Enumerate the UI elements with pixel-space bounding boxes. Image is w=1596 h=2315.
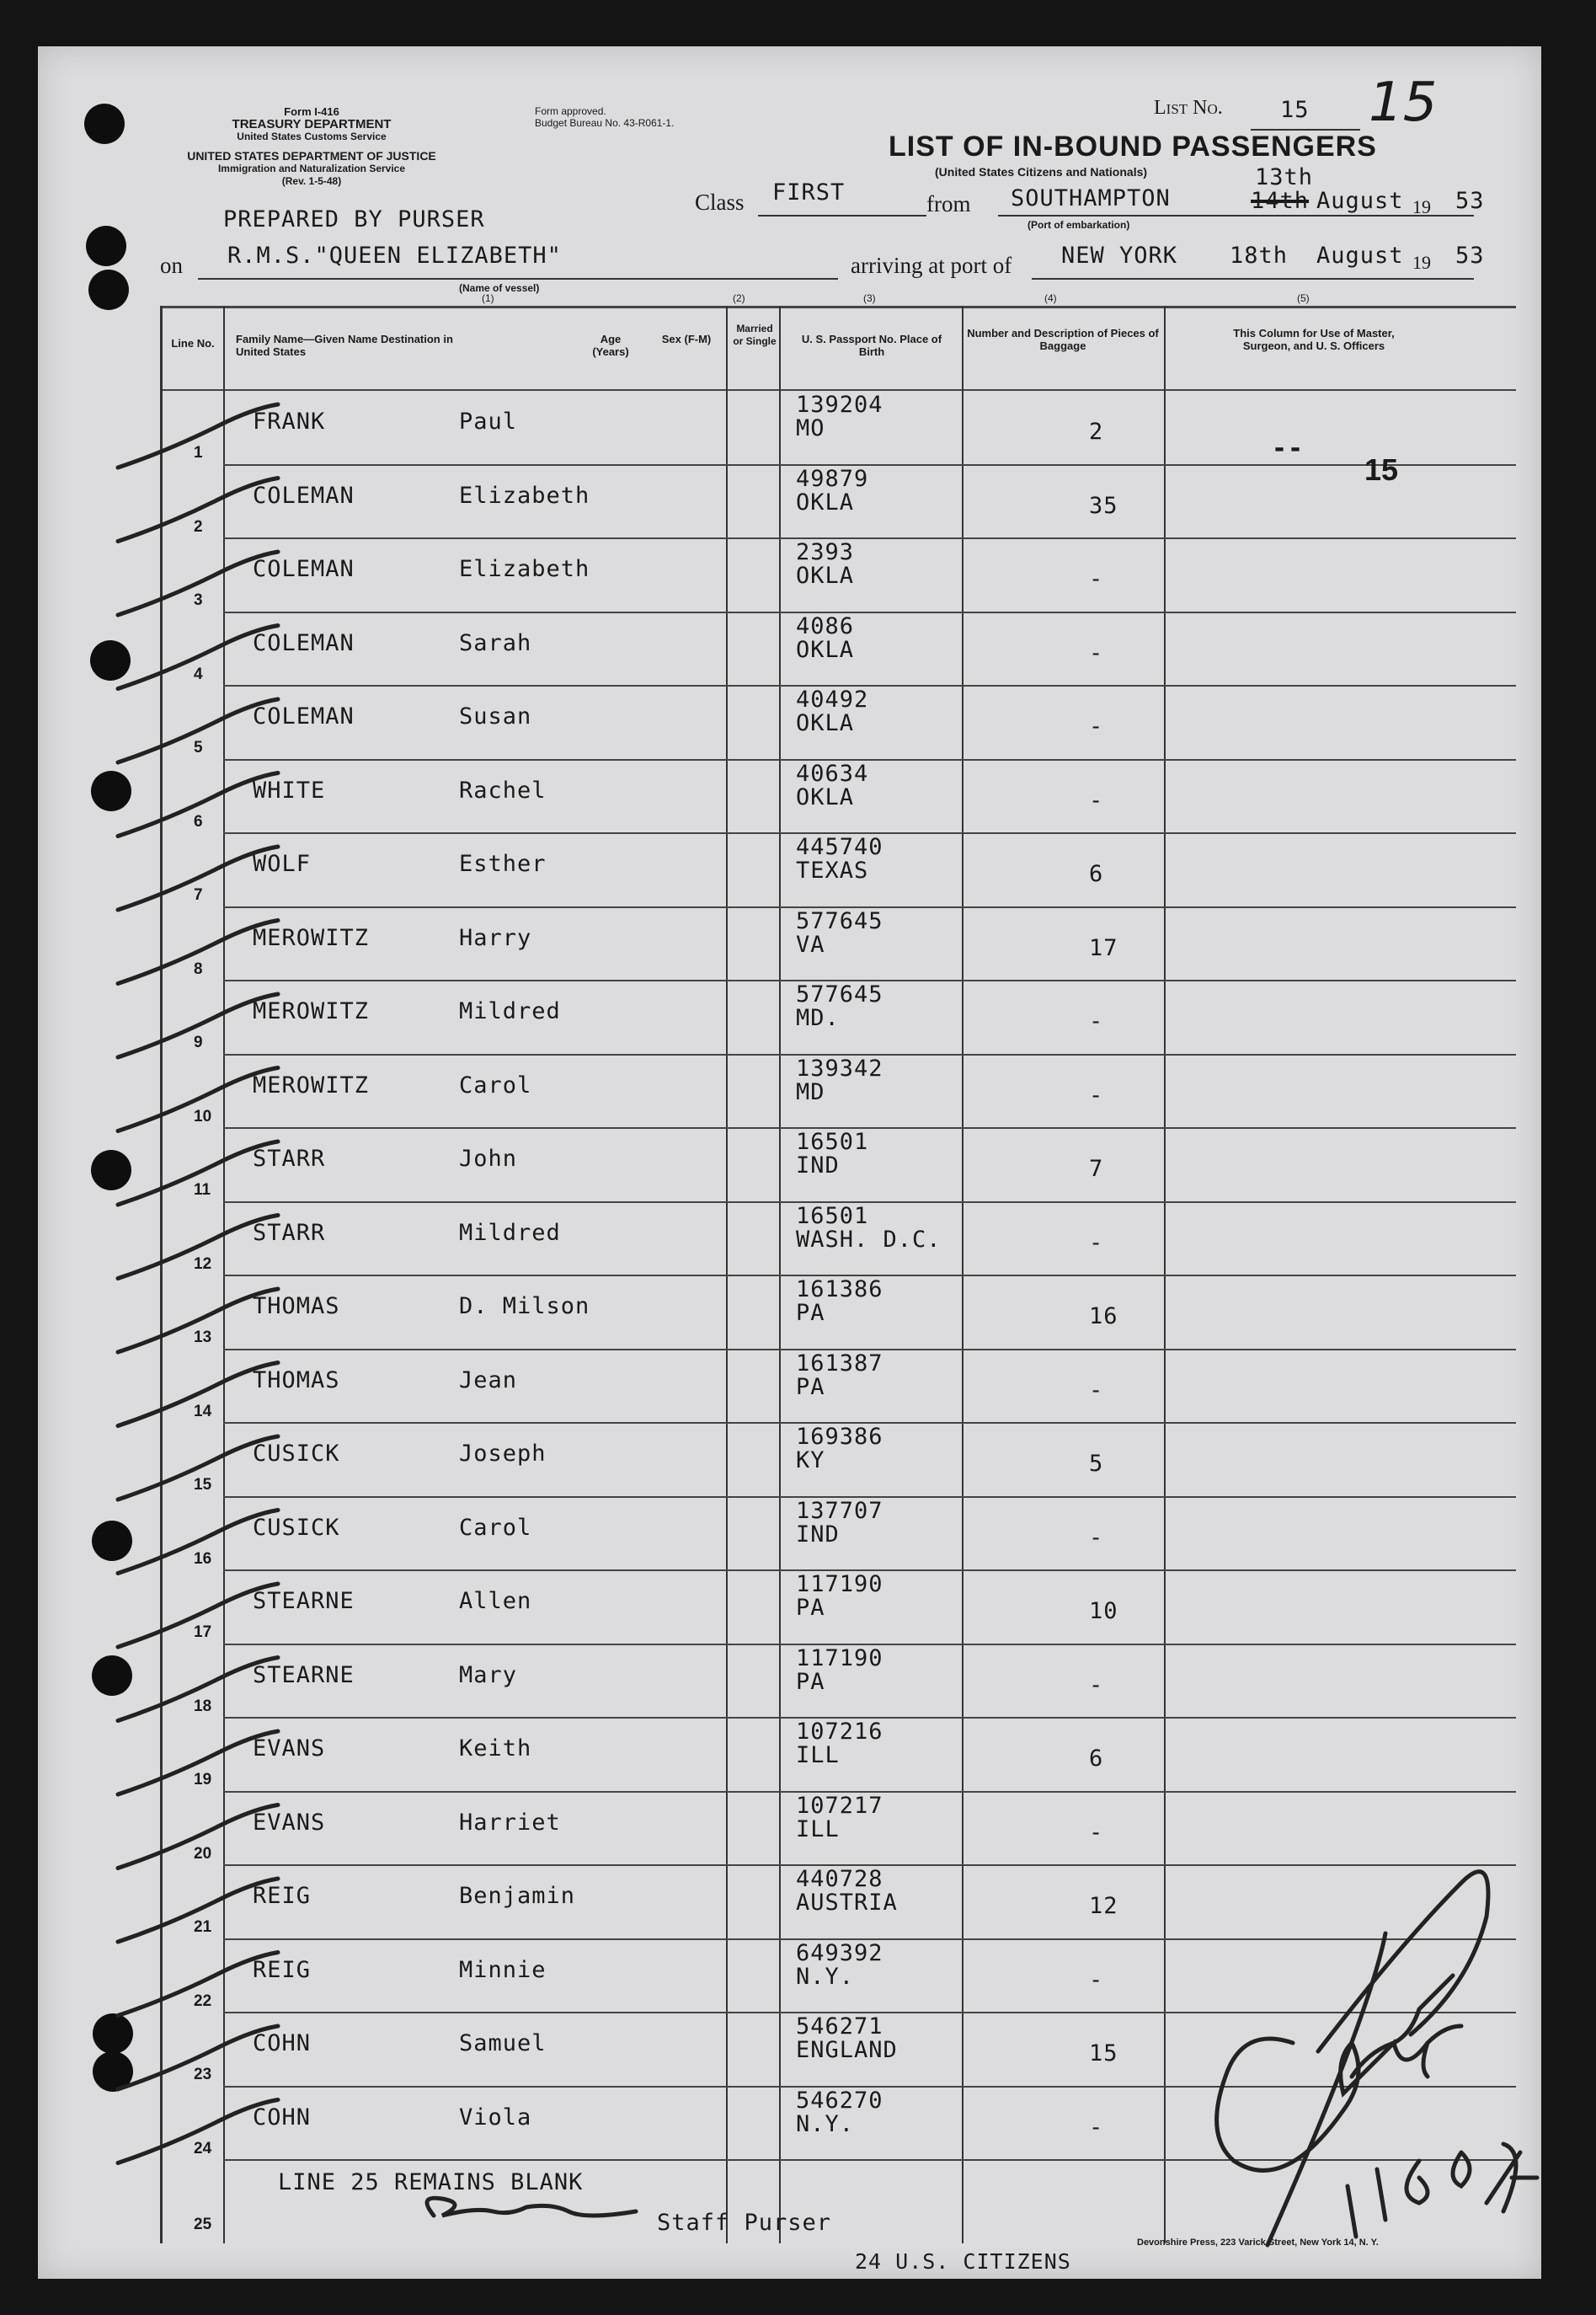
- place-of-birth: ENGLAND: [796, 2037, 898, 2063]
- baggage-count: 10: [1089, 1598, 1118, 1624]
- tally-mark: [118, 626, 278, 689]
- printer-imprint: Devonshire Press, 223 Varick Street, New York 14, N. Y.: [1137, 2237, 1379, 2248]
- place-of-birth: N.Y.: [796, 1963, 855, 1990]
- tally-mark: [118, 1510, 278, 1574]
- page-subtitle: (United States Citizens and Nationals): [935, 165, 1148, 179]
- approval-note: Form approved. Budget Bureau No. 43-R061-1.: [535, 105, 675, 129]
- line-number: 6: [194, 812, 203, 831]
- staff-purser-label: Staff Purser: [657, 2210, 832, 2236]
- list-no-label: List No.: [1154, 97, 1223, 119]
- place-of-birth: KY: [796, 1447, 825, 1473]
- baggage-count: -: [1089, 1082, 1104, 1109]
- place-of-birth: TEXAS: [796, 858, 869, 884]
- line-number: 16: [194, 1549, 212, 1568]
- given-name: Carol: [459, 1514, 532, 1541]
- line-number: 12: [194, 1254, 212, 1273]
- line-number: 19: [194, 1771, 212, 1788]
- given-name: Harriet: [459, 1809, 561, 1836]
- given-name: Joseph: [459, 1441, 547, 1467]
- baggage-count: -: [1089, 1008, 1104, 1035]
- line-number: 18: [194, 1697, 212, 1715]
- family-name: FRANK: [253, 409, 326, 435]
- tally-mark: [118, 1658, 278, 1721]
- given-name: D. Milson: [459, 1293, 590, 1319]
- passport-number: 169386: [796, 1424, 883, 1450]
- arrival-month: August: [1316, 243, 1404, 269]
- agency-block: UNITED STATES DEPARTMENT OF JUSTICE Immigration and Naturalization Service (Rev. 1-5-48): [187, 149, 436, 187]
- family-name: STARR: [253, 1219, 326, 1246]
- column-header-sex: Sex (F-M): [661, 333, 712, 345]
- passport-number: 107216: [796, 1719, 883, 1745]
- given-name: Benjamin: [459, 1883, 576, 1909]
- place-of-birth: OKLA: [796, 563, 855, 589]
- line-number: 21: [194, 1918, 212, 1936]
- line-number: 4: [194, 665, 203, 683]
- tally-mark: [118, 1141, 278, 1205]
- passport-number: 139342: [796, 1055, 883, 1082]
- family-name: STEARNE: [253, 1588, 355, 1614]
- tally-mark: [118, 699, 278, 762]
- arrival-port: NEW YORK: [1061, 243, 1178, 269]
- tally-mark: [118, 1068, 278, 1131]
- passport-number: 161386: [796, 1276, 883, 1302]
- passport-number: 577645: [796, 981, 883, 1008]
- baggage-count: -: [1089, 1377, 1104, 1403]
- family-name: COLEMAN: [253, 482, 355, 509]
- tally-mark: [118, 1289, 278, 1352]
- vessel-caption: (Name of vessel): [459, 282, 540, 294]
- line-number: 17: [194, 1623, 212, 1641]
- departure-month: August: [1316, 188, 1404, 214]
- place-of-birth: ILL: [796, 1815, 840, 1842]
- from-label: from: [926, 191, 971, 217]
- line-number: 22: [194, 1992, 212, 2010]
- given-name: John: [459, 1146, 518, 1172]
- on-label: on: [160, 253, 183, 278]
- tally-mark: [118, 847, 278, 910]
- given-name: Paul: [459, 409, 518, 435]
- family-name: THOMAS: [253, 1366, 340, 1393]
- tally-mark: [118, 1953, 278, 2016]
- family-name: COLEMAN: [253, 703, 355, 730]
- line-number: 7: [194, 886, 203, 904]
- passport-number: 546270: [796, 2087, 883, 2114]
- family-name: COHN: [253, 2030, 312, 2056]
- line-number: 8: [194, 960, 203, 978]
- given-name: Carol: [459, 1072, 532, 1099]
- place-of-birth: MD.: [796, 1005, 840, 1031]
- passport-number: 49879: [796, 465, 869, 492]
- tally-mark: [118, 404, 278, 468]
- passport-number: 546271: [796, 2013, 883, 2040]
- baggage-count: -: [1089, 787, 1104, 814]
- baggage-count: -: [1089, 1671, 1104, 1698]
- line-number: 15: [194, 1476, 212, 1494]
- baggage-count: -: [1089, 2114, 1104, 2141]
- baggage-count: 6: [1089, 1746, 1104, 1772]
- line-number-25: 25: [194, 2216, 212, 2233]
- family-name: THOMAS: [253, 1293, 340, 1319]
- family-name: MEROWITZ: [253, 998, 370, 1024]
- baggage-count: -: [1089, 714, 1104, 740]
- line-number: 9: [194, 1034, 203, 1051]
- line-number: 23: [194, 2066, 212, 2083]
- place-of-birth: VA: [796, 931, 825, 958]
- given-name: Allen: [459, 1588, 532, 1614]
- family-name: EVANS: [253, 1809, 326, 1836]
- prepared-by: PREPARED BY PURSER: [223, 206, 485, 233]
- line-number: 10: [194, 1107, 212, 1125]
- line-number: 2: [194, 517, 203, 536]
- baggage-count: -: [1089, 1966, 1104, 1993]
- officer-count: 15: [1364, 452, 1399, 487]
- year-prefix: 19: [1412, 196, 1431, 217]
- passport-number: 139204: [796, 392, 883, 418]
- line-number: 5: [194, 739, 203, 757]
- place-of-birth: PA: [796, 1300, 825, 1326]
- tally-mark: [118, 921, 278, 984]
- vessel-name: R.M.S."QUEEN ELIZABETH": [227, 243, 562, 269]
- baggage-count: 15: [1089, 2040, 1118, 2066]
- class-label: Class: [695, 190, 745, 215]
- column-header-baggage: Number and Description of Pieces of Baggage: [967, 327, 1159, 352]
- passport-number: 577645: [796, 907, 883, 934]
- given-name: Viola: [459, 2104, 532, 2131]
- passport-number: 40634: [796, 760, 869, 787]
- place-of-birth: OKLA: [796, 489, 855, 516]
- given-name: Rachel: [459, 777, 547, 804]
- passport-number: 40492: [796, 687, 869, 713]
- column-header-married: Married or Single: [733, 323, 777, 347]
- family-name: REIG: [253, 1883, 312, 1909]
- line-number: 14: [194, 1402, 212, 1420]
- place-of-birth: ILL: [796, 1742, 840, 1768]
- passport-number: 16501: [796, 1202, 869, 1229]
- line-number: 3: [194, 591, 203, 609]
- tally-mark: [118, 552, 278, 615]
- tally-mark: [118, 1436, 278, 1500]
- column-number-2: (2): [733, 292, 745, 304]
- departure-year: 53: [1455, 188, 1485, 214]
- baggage-count: -: [1089, 1524, 1104, 1551]
- family-name: COHN: [253, 2104, 312, 2131]
- list-no-handwritten: 15: [1369, 72, 1438, 134]
- place-of-birth: OKLA: [796, 783, 855, 810]
- place-of-birth: N.Y.: [796, 2110, 855, 2137]
- given-name: Samuel: [459, 2030, 547, 2056]
- baggage-count: 35: [1089, 492, 1118, 519]
- tally-mark: [118, 773, 278, 837]
- passport-number: 2393: [796, 539, 855, 565]
- tally-mark: [118, 994, 278, 1057]
- citizen-count: 24 U.S. CITIZENS: [855, 2249, 1071, 2274]
- baggage-count: -: [1089, 639, 1104, 666]
- baggage-count: -: [1089, 1819, 1104, 1846]
- place-of-birth: PA: [796, 1668, 825, 1695]
- passport-number: 440728: [796, 1866, 883, 1892]
- family-name: CUSICK: [253, 1441, 340, 1467]
- passport-number: 117190: [796, 1644, 883, 1671]
- baggage-count: -: [1089, 566, 1104, 592]
- tally-mark: [118, 1879, 278, 1942]
- place-of-birth: IND: [796, 1152, 840, 1179]
- place-of-birth: WASH. D.C.: [796, 1226, 942, 1253]
- list-no-value: 15: [1280, 97, 1310, 123]
- column-number-3: (3): [863, 292, 876, 304]
- column-header-name: Family Name—Given Name Destination in United States: [236, 333, 453, 358]
- embarkation-port: SOUTHAMPTON: [1011, 185, 1171, 211]
- baggage-count: 12: [1089, 1893, 1118, 1919]
- column-header-line: Line No.: [171, 337, 215, 350]
- place-of-birth: OKLA: [796, 636, 855, 663]
- family-name: STEARNE: [253, 1661, 355, 1688]
- place-of-birth: AUSTRIA: [796, 1890, 898, 1916]
- tally-mark: [118, 2100, 278, 2163]
- arrival-day: 18th: [1230, 243, 1289, 269]
- column-number-5: (5): [1297, 292, 1310, 304]
- tally-mark: [118, 479, 278, 542]
- year-prefix: 19: [1412, 252, 1431, 273]
- given-name: Sarah: [459, 629, 532, 656]
- baggage-count: -: [1089, 1229, 1104, 1256]
- departure-day-struck: 14th: [1251, 188, 1310, 214]
- given-name: Harry: [459, 924, 532, 951]
- line-number: 11: [194, 1181, 211, 1199]
- line-number: 1: [194, 444, 203, 462]
- family-name: EVANS: [253, 1735, 326, 1762]
- column-header-age: Age (Years): [592, 333, 629, 358]
- baggage-count: 7: [1089, 1156, 1104, 1182]
- class-value: FIRST: [772, 179, 846, 206]
- family-name: MEROWITZ: [253, 924, 370, 951]
- passport-number: 161387: [796, 1350, 883, 1377]
- baggage-count: 16: [1089, 1303, 1118, 1329]
- officer-dash: --: [1272, 434, 1305, 463]
- tally-mark: [118, 2026, 278, 2089]
- column-number-1: (1): [482, 292, 494, 304]
- tally-mark: [118, 1731, 278, 1794]
- baggage-count: 6: [1089, 861, 1104, 887]
- place-of-birth: MD: [796, 1078, 825, 1105]
- place-of-birth: OKLA: [796, 710, 855, 736]
- column-header-officers: This Column for Use of Master, Surgeon, and U. S. Officers: [1233, 327, 1395, 352]
- form-page: [38, 46, 1541, 2279]
- column-number-4: (4): [1044, 292, 1057, 304]
- given-name: Keith: [459, 1735, 532, 1762]
- given-name: Elizabeth: [459, 482, 590, 509]
- passport-number: 649392: [796, 1939, 883, 1966]
- tally-mark: [118, 1805, 278, 1869]
- tally-mark: [118, 1216, 278, 1279]
- family-name: REIG: [253, 1956, 312, 1983]
- given-name: Esther: [459, 851, 547, 877]
- column-header-passport: U. S. Passport No. Place of Birth: [801, 333, 942, 358]
- given-name: Elizabeth: [459, 556, 590, 582]
- passport-number: 117190: [796, 1571, 883, 1597]
- given-name: Jean: [459, 1366, 518, 1393]
- family-name: CUSICK: [253, 1514, 340, 1541]
- baggage-count: 2: [1089, 419, 1104, 445]
- line-number: 24: [194, 2139, 212, 2157]
- given-name: Mary: [459, 1661, 518, 1688]
- line-number: 20: [194, 1844, 212, 1863]
- passport-number: 137707: [796, 1497, 883, 1524]
- arrival-year: 53: [1455, 243, 1485, 269]
- place-of-birth: IND: [796, 1521, 840, 1548]
- passport-number: 4086: [796, 612, 855, 639]
- family-name: STARR: [253, 1146, 326, 1172]
- handwritten-marks: [38, 46, 1541, 2279]
- baggage-count: 5: [1089, 1451, 1104, 1477]
- tally-mark: [118, 1584, 278, 1647]
- family-name: COLEMAN: [253, 556, 355, 582]
- passport-number: 445740: [796, 834, 883, 860]
- line25-remark: LINE 25 REMAINS BLANK: [278, 2169, 584, 2195]
- place-of-birth: MO: [796, 415, 825, 441]
- place-of-birth: PA: [796, 1595, 825, 1621]
- line-number: 13: [194, 1329, 212, 1346]
- given-name: Mildred: [459, 1219, 561, 1246]
- form-identifier: Form I-416 TREASURY DEPARTMENT United States Customs Service: [232, 105, 392, 142]
- family-name: COLEMAN: [253, 629, 355, 656]
- family-name: WHITE: [253, 777, 326, 804]
- passport-number: 16501: [796, 1129, 869, 1155]
- place-of-birth: PA: [796, 1373, 825, 1400]
- tally-mark: [118, 1363, 278, 1426]
- given-name: Susan: [459, 703, 532, 730]
- arriving-label: arriving at port of: [851, 253, 1012, 278]
- page-title: LIST OF IN-BOUND PASSENGERS: [889, 131, 1377, 163]
- given-name: Mildred: [459, 998, 561, 1024]
- embarkation-caption: (Port of embarkation): [1028, 219, 1130, 231]
- baggage-count: 17: [1089, 934, 1118, 961]
- passport-number: 107217: [796, 1792, 883, 1819]
- departure-day-correction: 13th: [1255, 164, 1314, 190]
- family-name: MEROWITZ: [253, 1072, 370, 1099]
- family-name: WOLF: [253, 851, 312, 877]
- given-name: Minnie: [459, 1956, 547, 1983]
